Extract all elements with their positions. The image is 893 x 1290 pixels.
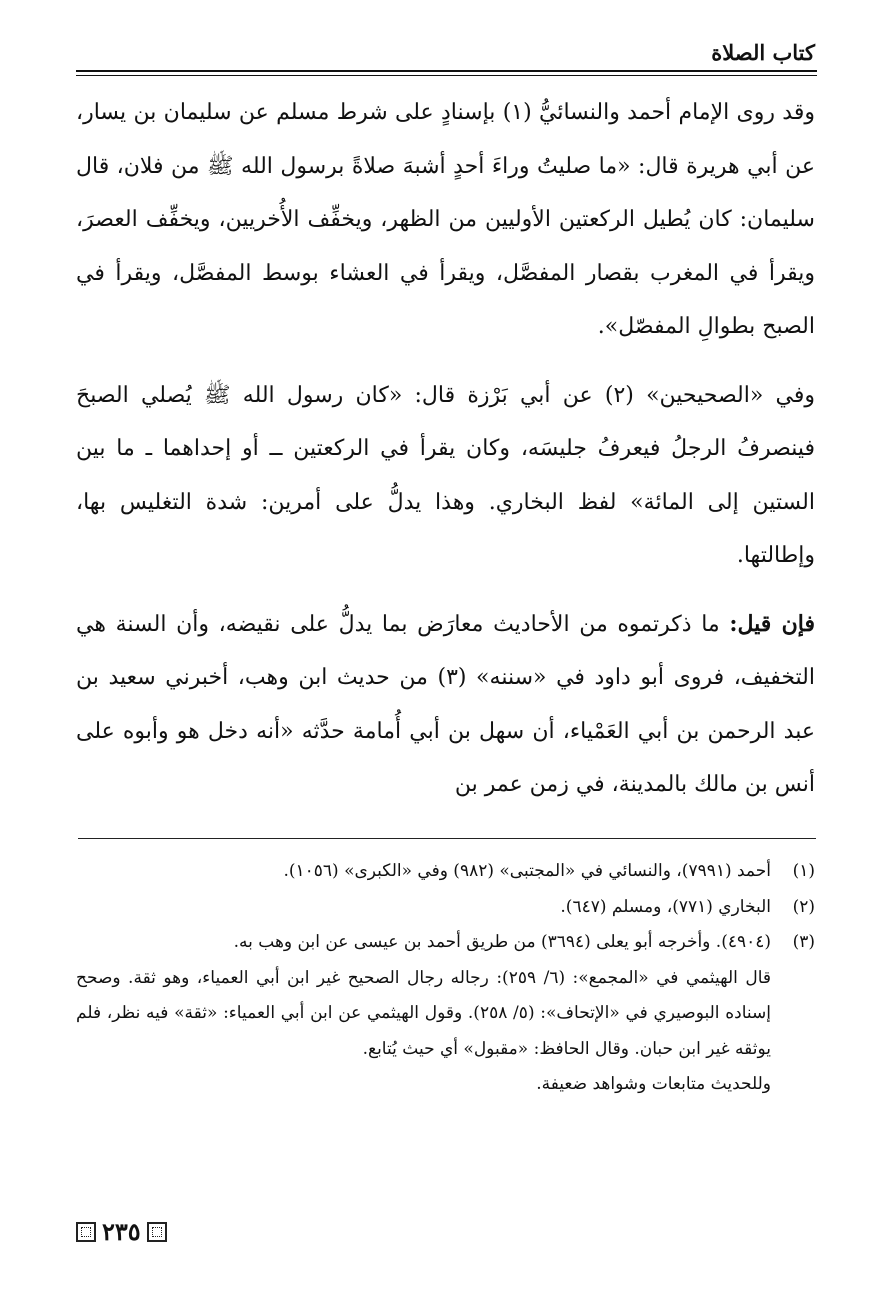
paragraph-2-text: وفي «الصحيحين» (٢) عن أبي بَرْزة قال: «كان رسول الله ﷺ يُصلي الصبحَ فينصرفُ الرجلُ فيعرفُ جليسَه، وكان يقرأ في الركعتين ــ أو إحداهما ـ ما بين الستين إلى المائة» لفظ البخاري. وهذا يدلُّ على أمرين: شدة التغليس بها، وإطالتها. [76, 382, 815, 568]
running-header-title: كتاب الصلاة [711, 40, 815, 65]
footnote-2-number: (٢) [792, 896, 815, 917]
ornament-right-icon [147, 1222, 167, 1242]
footnotes [76, 854, 815, 1103]
paragraph-3 [76, 598, 815, 812]
main-text [76, 86, 815, 812]
footnote-1-text: أحمد (٧٩٩١)، والنسائي في «المجتبى» (٩٨٢) وفي «الكبرى» (١٠٥٦). [283, 861, 771, 881]
footnote-3-continuation-2: وللحديث متابعات وشواهد ضعيفة. [536, 1074, 771, 1094]
ornament-left-icon [76, 1222, 96, 1242]
footnote-3-number: (٣) [792, 932, 815, 952]
footnote-1 [76, 854, 815, 890]
paragraph-2 [76, 369, 815, 583]
paragraph-1 [76, 86, 815, 354]
footnote-1-number: (١) [792, 861, 815, 881]
page-number: ٢٣٥ [102, 1217, 141, 1246]
header-rule-thick [76, 70, 817, 72]
paragraph-3-text: ما ذكرتموه من الأحاديث معارَض بما يدلُّ على نقيضه، وأن السنة هي التخفيف، فروى أبو داود في «سننه» (٣) من حديث ابن وهب، أخبرني سعيد بن عبد الرحمن بن أبي العَمْياء، أن سهل بن أبي أُمامة حدَّثه «أنه دخل هو وأبوه على أنس بن مالك بالمدينة، في زمن عمر بن [76, 611, 815, 797]
footnote-3 [76, 925, 815, 961]
page-number-block [76, 1217, 167, 1246]
footnote-2-text: البخاري (٧٧١)، ومسلم (٦٤٧). [560, 896, 771, 917]
paragraph-1-text: وقد روى الإمام أحمد والنسائيُّ (١) بإسنادٍ على شرط مسلم عن سليمان بن يسار، عن أبي هريرة قال: «ما صليتُ وراءَ أحدٍ أشبهَ صلاةً برسول الله ﷺ من فلان، قال سليمان: كان يُطيل الركعتين الأوليين من الظهر، ويخفِّف الأُخريين، ويخفِّف العصرَ، ويقرأ في المغرب بقصار المفصَّل، ويقرأ في العشاء بوسط المفصَّل، ويقرأ في الصبح بطوالِ المفصّل». [76, 100, 815, 339]
footnote-3-continuation: قال الهيثمي في «المجمع»: (٦/ ٢٥٩): رجاله رجال الصحيح غير ابن أبي العمياء، وهو ثقة. وصحح إسناده البوصيري في «الإتحاف»: (٥/ ٢٥٨). وقول الهيثمي عن ابن أبي العمياء: «ثقة» فيه نظر، فلم يوثقه غير ابن حبان. وقال الحافظ: «مقبول» أي حيث يُتابع. [76, 967, 771, 1059]
footnote-2 [76, 890, 815, 926]
footnote-separator [78, 838, 816, 839]
header-rule-thin [76, 75, 817, 76]
footnote-3-text: (٤٩٠٤). وأخرجه أبو يعلى (٣٦٩٤) من طريق أحمد بن عيسى عن ابن وهب به. [233, 932, 771, 952]
paragraph-3-lead: فإن قيل: [729, 610, 815, 637]
